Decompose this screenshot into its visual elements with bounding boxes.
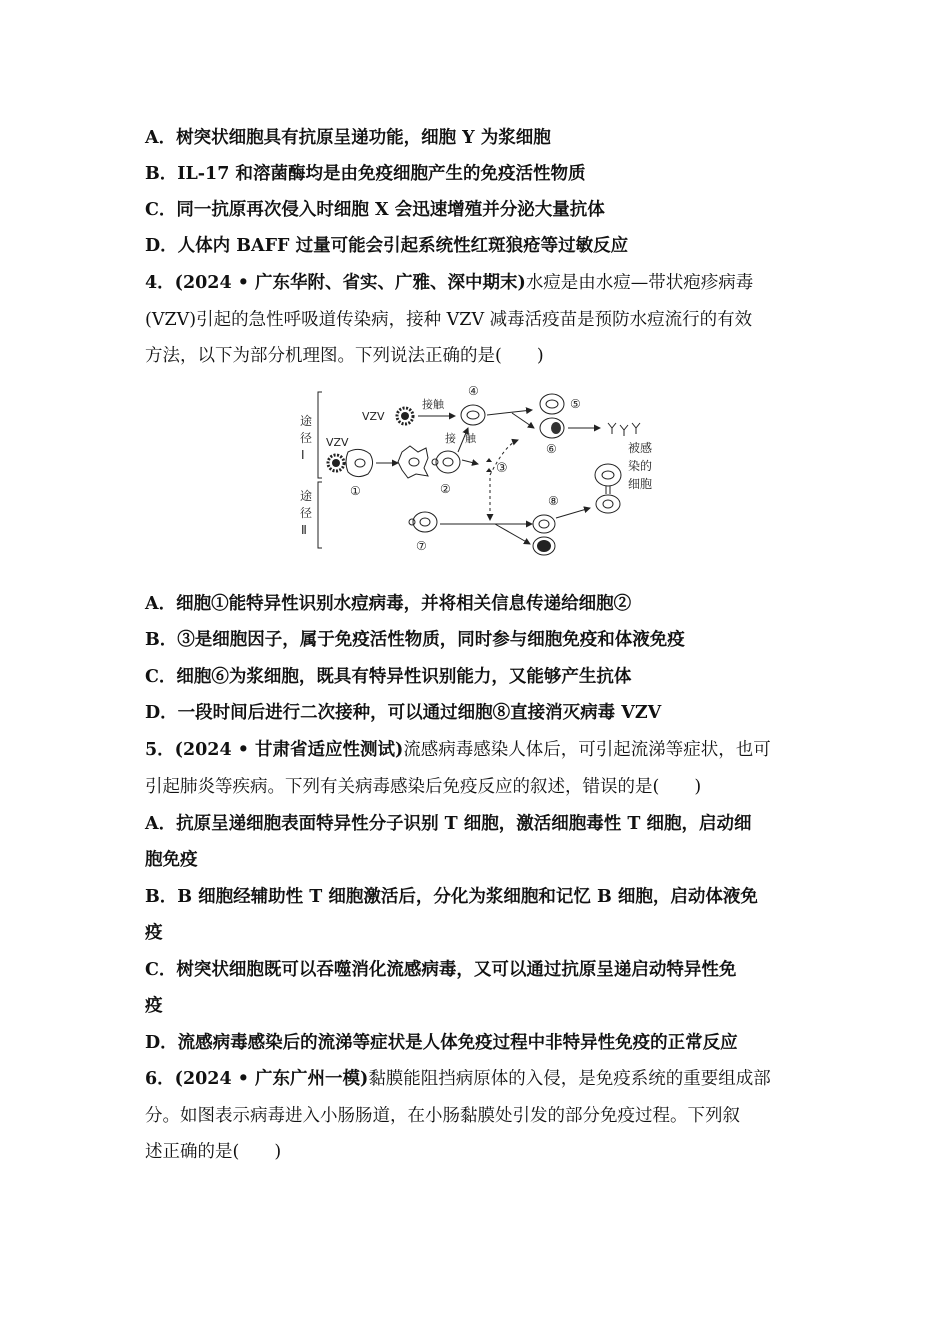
cell-7: [409, 512, 437, 532]
contact-vertical-2: 触: [465, 432, 476, 445]
cell-8: [533, 515, 555, 533]
q6-stem-line-2: 分。如图表示病毒进入小肠肠道，在小肠黏膜处引发的部分免疫过程。下列叙: [145, 1106, 740, 1126]
dendritic-cell: [398, 446, 428, 478]
q5-source: 5．(2024 • 甘肃省适应性测试): [145, 740, 404, 760]
infected-label-1: 被感: [628, 441, 653, 455]
label-3: ③: [496, 461, 508, 476]
infected-label-3: 细胞: [628, 477, 653, 491]
label-2: ②: [440, 482, 451, 496]
path1-bracket: [318, 392, 322, 478]
label-6: ⑥: [546, 442, 557, 456]
path1-char-3: Ⅰ: [301, 448, 305, 462]
vzv-label-top: VZV: [362, 410, 385, 423]
cell-2: [432, 451, 460, 473]
q5-stem-line-2: 引起肺炎等疾病。下列有关病毒感染后免疫反应的叙述，错误的是( ): [145, 777, 702, 797]
q5-stem-text-1: 流感病毒感染人体后，可引起流涕等症状，也可: [403, 740, 771, 760]
label-5: ⑤: [570, 397, 581, 411]
q3-option-b: B．IL-17 和溶菌酶均是由免疫细胞产生的免疫活性物质: [145, 164, 586, 184]
cytokine-icon: [486, 458, 492, 472]
q5-option-c-line-1: C．树突状细胞既可以吞噬消化流感病毒，又可以通过抗原呈递启动特异性免: [145, 960, 737, 980]
path1-char-1: 途: [300, 414, 313, 428]
q5-option-c-line-2: 疫: [145, 996, 163, 1016]
q6-stem-line-3: 述正确的是( ): [145, 1142, 282, 1162]
q3-option-c: C．同一抗原再次侵入时细胞 X 会迅速增殖并分泌大量抗体: [145, 200, 605, 220]
cell-4: [461, 405, 485, 425]
vzv-label-left: VZV: [326, 436, 349, 449]
label-7: ⑦: [416, 539, 427, 553]
q5-option-d: D．流感病毒感染后的流涕等症状是人体免疫过程中非特异性免疫的正常反应: [145, 1033, 738, 1053]
antibody-icon: [608, 423, 640, 436]
q4-mechanism-figure: [290, 380, 670, 560]
arrow-2-to-3: [462, 460, 478, 464]
virus-icon-left: [328, 455, 344, 471]
q4-option-c: C．细胞⑥为浆细胞，既具有特异性识别能力，又能够产生抗体: [145, 667, 632, 687]
q3-option-a: A．树突状细胞具有抗原呈递功能，细胞 Y 为浆细胞: [145, 128, 551, 148]
cell-5: [540, 394, 564, 414]
contact-vertical-1: 接: [445, 432, 456, 445]
arrow-4-to-6: [512, 413, 534, 428]
q3-option-d: D．人体内 BAFF 过量可能会引起系统性红斑狼疮等过敏反应: [145, 236, 629, 256]
arrow-7-to-effector: [495, 524, 530, 544]
q4-option-b: B．③是细胞因子，属于免疫活性物质，同时参与细胞免疫和体液免疫: [145, 630, 685, 650]
q5-stem-line-1: [145, 738, 810, 762]
q5-option-b-line-1: B．B 细胞经辅助性 T 细胞激活后，分化为浆细胞和记忆 B 细胞，启动体液免: [145, 887, 758, 907]
path1-char-2: 径: [300, 431, 313, 445]
q6-stem-text-1: 黏膜能阻挡病原体的入侵，是免疫系统的重要组成部: [368, 1069, 771, 1089]
q5-option-a-line-2: 胞免疫: [145, 850, 198, 870]
q6-source: 6．(2024 • 广东广州一模): [145, 1069, 369, 1089]
infected-label-2: 染的: [628, 459, 653, 473]
path2-char-3: Ⅱ: [301, 523, 307, 537]
infected-cell: [595, 464, 621, 513]
label-8: ⑧: [548, 494, 559, 508]
q6-stem-line-1: [145, 1067, 810, 1091]
q4-option-a: A．细胞①能特异性识别水痘病毒，并将相关信息传递给细胞②: [145, 594, 632, 614]
q4-stem-line-3: 方法，以下为部分机理图。下列说法正确的是( ): [145, 346, 544, 366]
effector-cell: [533, 537, 555, 555]
arrow-4-to-5: [487, 410, 532, 415]
path2-char-2: 径: [300, 506, 313, 520]
path2-char-1: 途: [300, 489, 313, 503]
label-1: ①: [350, 484, 361, 498]
q4-option-d: D．一段时间后进行二次接种，可以通过细胞⑧直接消灭病毒 VZV: [145, 703, 662, 723]
q5-option-b-line-2: 疫: [145, 923, 163, 943]
label-4: ④: [468, 384, 479, 398]
q4-source: 4．(2024 • 广东华附、省实、广雅、深中期末): [145, 273, 526, 293]
path2-bracket: [318, 482, 322, 548]
virus-icon: [397, 408, 413, 424]
q4-stem-text-1: 水痘是由水痘—带状疱疹病毒: [525, 273, 754, 293]
cell-6: [540, 418, 564, 438]
contact-label: 接触: [422, 398, 444, 411]
arrow-8-to-target: [556, 508, 590, 518]
cell-1: [346, 449, 373, 476]
q4-stem-line-2: (VZV)引起的急性呼吸道传染病，接种 VZV 减毒活疫苗是预防水痘流行的有效: [145, 310, 753, 330]
q5-option-a-line-1: A．抗原呈递细胞表面特异性分子识别 T 细胞，激活细胞毒性 T 细胞，启动细: [145, 814, 752, 834]
q4-stem-line-1: [145, 271, 810, 295]
